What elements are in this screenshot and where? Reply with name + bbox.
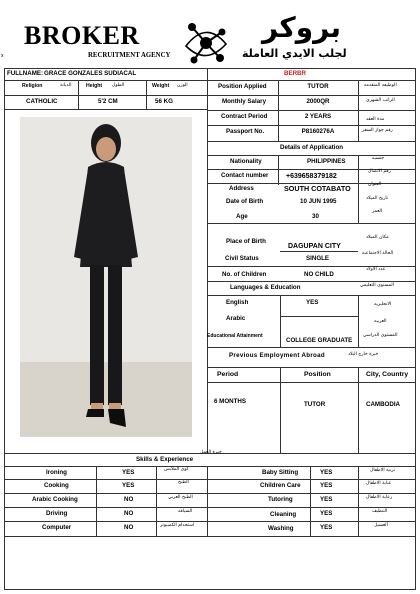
skill-label: Tutoring [268, 496, 293, 503]
skill-value: YES [320, 496, 333, 503]
skill-ar: عناية الاطفال [366, 481, 392, 486]
job-label-0: Position Applied [218, 83, 267, 90]
page-mark: x [1, 53, 4, 59]
skill-value: YES [122, 469, 135, 476]
brand-name: BROKER [24, 21, 140, 50]
skill-ar: التنظيف [372, 509, 388, 514]
job-ar-0: الوظيفه المتقدمه [364, 83, 397, 88]
language-ar-2: المستوي الدراسي [363, 333, 398, 338]
skill-label: Washing [268, 525, 294, 532]
detail-value-3: 10 JUN 1995 [300, 198, 337, 205]
language-label-1: Arabic [226, 315, 246, 322]
skill-ar: الطبخ العربي [168, 495, 193, 500]
detail-label-0: Nationality [230, 158, 262, 165]
detail-ar-2: العنوان [368, 182, 382, 187]
job-ar-2: مدة العقد [366, 117, 385, 122]
skills-title: Skills & Experience [136, 456, 194, 463]
detail-ar-5: مكان الميلاد [366, 235, 389, 240]
arabic-brand: بروكر [262, 11, 342, 44]
skill-ar: السياقه [178, 509, 193, 514]
language-label-0: English [226, 299, 249, 306]
job-ar-1: الراتب الشهري [366, 98, 395, 103]
detail-ar-0: جنسيه [372, 156, 385, 161]
height-value: 5'2 CM [98, 98, 118, 105]
applicant-code: BERBR [283, 70, 306, 77]
weight-label: Weight [152, 83, 170, 89]
height-label: Height [86, 83, 103, 89]
detail-value-7: NO CHILD [304, 271, 334, 278]
language-ar-1: العربيه [374, 319, 387, 324]
skill-label: Cleaning [270, 511, 297, 518]
weight-value: 56 KG [155, 98, 173, 105]
applicant-photo [20, 117, 192, 437]
employment-title-ar: خبرة خارج البلاد [348, 352, 379, 357]
job-label-2: Contract Period [221, 113, 268, 120]
detail-ar-3: تاريخ الميلاد [366, 196, 389, 201]
skill-label: Children Care [260, 482, 301, 489]
employment-period: 6 MONTHS [214, 398, 246, 405]
skill-value: NO [124, 496, 134, 503]
employment-title: Previous Employment Abroad [229, 352, 325, 359]
skill-value: YES [320, 469, 333, 476]
detail-value-5: DAGUPAN CITY [288, 243, 341, 250]
job-value-2: 2 YEARS [304, 113, 332, 120]
language-value-0: YES [306, 299, 319, 306]
job-ar-3: رقم جواز السفر [362, 128, 393, 133]
religion-label: Religion [22, 83, 43, 89]
employment-country: CAMBODIA [366, 401, 401, 408]
skill-value: YES [320, 482, 333, 489]
detail-label-4: Age [236, 213, 248, 220]
skill-label: Ironing [46, 469, 67, 476]
skill-label: Baby Sitting [262, 469, 299, 476]
skill-value: NO [124, 510, 134, 517]
height-ar: الطول [112, 83, 125, 88]
detail-ar-7: عدد الاولاد [366, 267, 386, 272]
skill-label: Driving [46, 510, 68, 517]
language-value-2: COLLEGE GRADUATE [286, 337, 353, 344]
detail-label-6: Civil Status [225, 255, 259, 262]
detail-label-2: Address [229, 185, 254, 192]
job-label-1: Monthly Salary [222, 98, 267, 105]
skill-label: Cooking [44, 482, 69, 489]
skill-value: YES [320, 510, 333, 517]
weight-ar: الوزن [177, 83, 188, 88]
detail-label-7: No. of Children [222, 271, 267, 278]
period-header: Period [217, 371, 239, 378]
skill-ar: كوي الملابس [164, 467, 189, 472]
brand-tagline: RECRUITMENT AGENCY [88, 52, 171, 59]
fullname-value: GRACE GONZALES SUDIACAL [44, 70, 137, 77]
languages-title: Languages & Education [230, 284, 301, 291]
detail-label-3: Date of Birth [226, 198, 264, 205]
skill-value: YES [122, 482, 135, 489]
job-label-3: Passport No. [226, 128, 265, 135]
detail-label-1: Contact number [221, 172, 269, 179]
job-value-0: TUTOR [307, 83, 329, 90]
skill-label: Arabic Cooking [32, 496, 78, 503]
language-label-2: Educational Attainment [207, 333, 263, 339]
detail-value-6: SINGLE [306, 255, 330, 262]
job-value-3: P8160276A [301, 128, 335, 135]
skill-label: Computer [42, 524, 72, 531]
skill-value: YES [320, 524, 333, 531]
detail-ar-1: رقم الاتصال [368, 169, 391, 174]
fullname-label: FULLNAME: [7, 70, 44, 77]
detail-value-2: SOUTH COTABATO [284, 184, 351, 193]
languages-ar: المستوي التعليمي [360, 283, 394, 288]
detail-ar-4: العمر [372, 209, 383, 214]
details-title: Details of Application [279, 144, 344, 151]
country-header: City, Country [366, 371, 409, 378]
skill-ar: استخدام الكمبيوتر [160, 523, 195, 528]
skills-title-ar: خبرة العمل [200, 450, 222, 455]
skill-ar: الطبخ [178, 480, 189, 485]
skill-ar: الغسيل [374, 523, 388, 528]
detail-label-5: Place of Birth [226, 238, 266, 245]
skill-value: NO [124, 524, 134, 531]
brand-logo-icon [182, 18, 230, 68]
religion-value: CATHOLIC [26, 98, 58, 105]
detail-ar-6: الحالة الاجتماعية [362, 251, 394, 256]
language-ar-0: الانجليزيه [374, 302, 392, 307]
employment-position: TUTOR [304, 401, 326, 408]
detail-value-0: PHILIPPINES [307, 158, 346, 165]
detail-value-4: 30 [312, 213, 319, 220]
job-value-1: 2000QR [306, 98, 330, 105]
position-header: Position [304, 371, 331, 378]
arabic-tagline: لجلب الايدي العاملة [242, 47, 347, 60]
skill-ar: رعاية الاطفال [366, 495, 393, 500]
religion-ar: الديانة [60, 83, 72, 88]
detail-value-1: +639658379182 [286, 173, 337, 180]
skill-ar: تربية الاطفال [370, 468, 396, 473]
